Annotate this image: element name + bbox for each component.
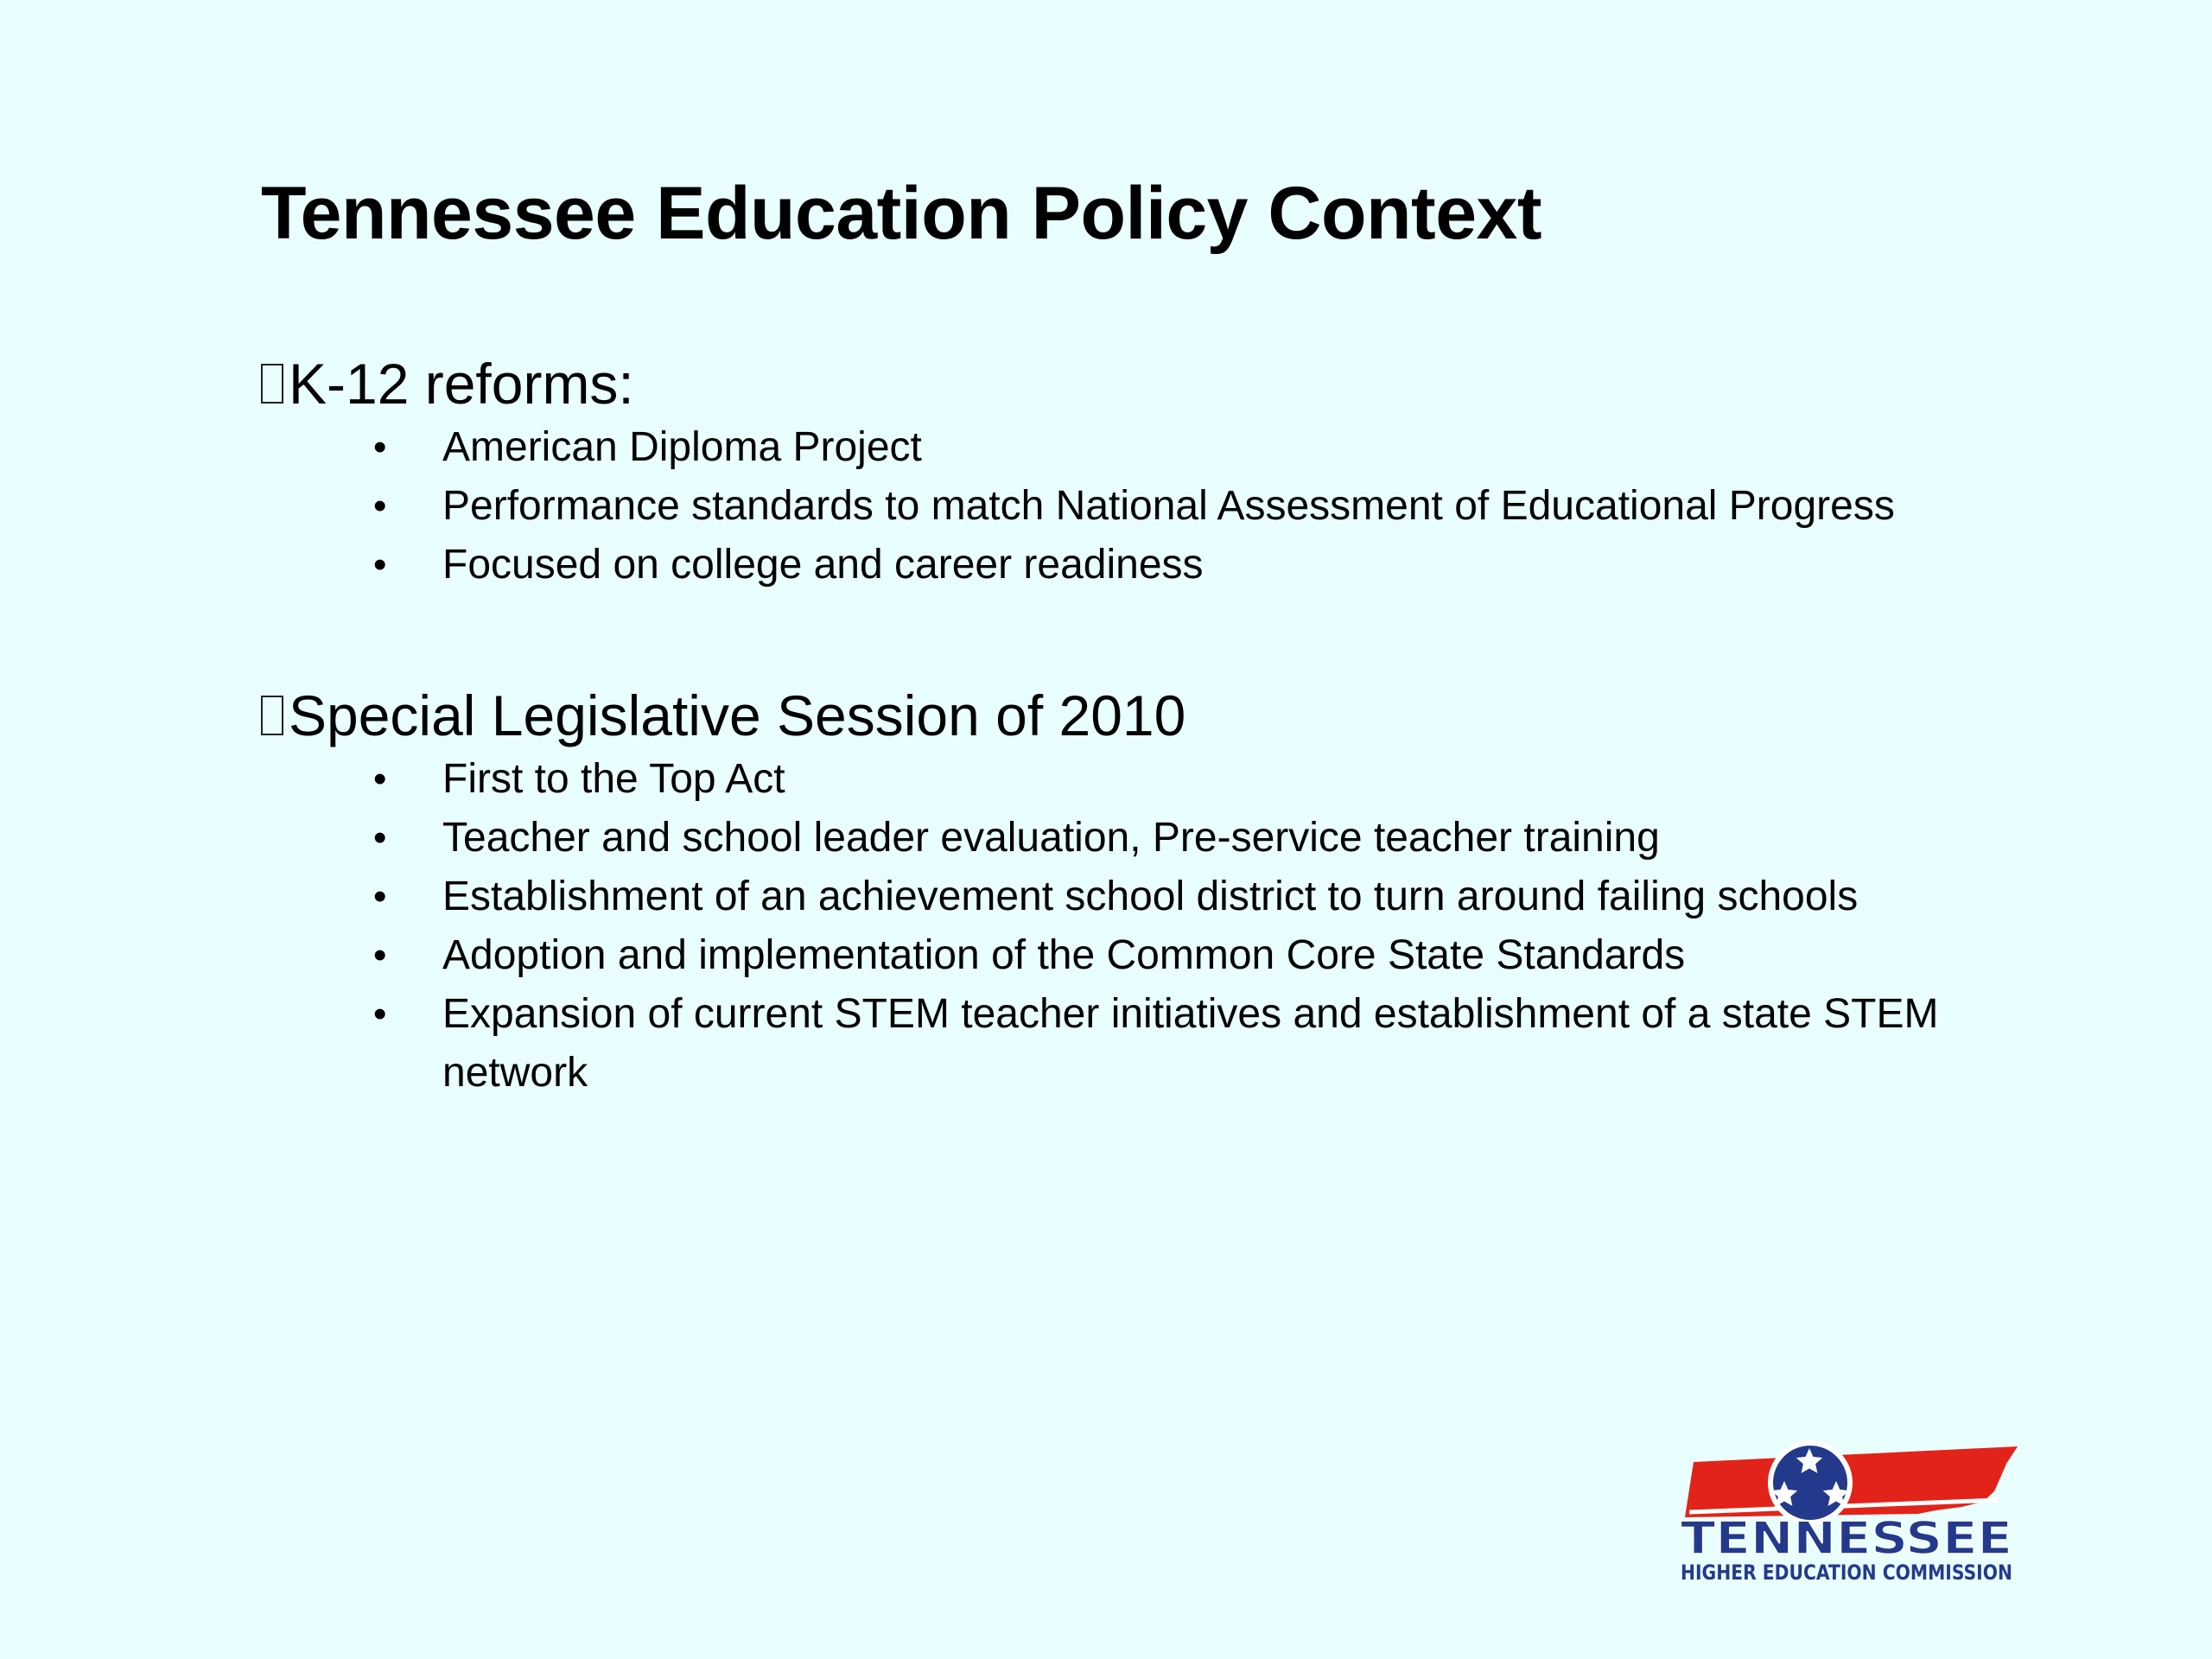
logo-subtitle: HIGHER EDUCATION COMMISSION	[1681, 1560, 2012, 1585]
bullet-dot-icon: •	[373, 875, 387, 918]
section-heading	[261, 681, 2075, 750]
bullet-text: American Diploma Project	[442, 424, 922, 470]
bullet-text: Focused on college and career readiness	[442, 542, 1204, 588]
list-item	[261, 477, 2075, 536]
section-special-legislative-session	[261, 681, 2075, 1103]
bullet-dot-icon: •	[373, 993, 387, 1035]
bullet-text: Teacher and school leader evaluation, Pre-service teacher training	[442, 815, 1660, 861]
section-heading-text: Special Legislative Session of 2010	[289, 683, 1186, 747]
tennessee-higher-education-commission-logo	[1676, 1445, 2017, 1586]
bullet-dot-icon: •	[373, 934, 387, 976]
list-item	[261, 926, 2075, 985]
list-item	[261, 418, 2075, 477]
section-k12-reforms	[261, 349, 2075, 594]
list-item	[261, 985, 2075, 1103]
bullet-dot-icon: •	[373, 817, 387, 859]
slide-title: Tennessee Education Policy Context	[261, 172, 1541, 255]
bullet-text: Expansion of current STEM teacher initiatives and establishment of a state STEM network	[442, 991, 1939, 1096]
list-item	[261, 809, 2075, 868]
bullet-text: First to the Top Act	[442, 756, 785, 802]
bullet-dot-icon: •	[373, 543, 387, 586]
bullet-dot-icon: •	[373, 758, 387, 800]
bullet-list	[261, 418, 2075, 594]
bullet-dot-icon: •	[373, 485, 387, 527]
section-heading	[261, 349, 2075, 418]
list-item	[261, 750, 2075, 809]
missing-glyph-box-icon	[261, 364, 283, 404]
bullet-text: Establishment of an achievement school district to turn around failing schools	[442, 874, 1859, 919]
logo-wordmark: TENNESSEE	[1681, 1513, 2012, 1565]
list-item	[261, 868, 2075, 926]
bullet-text: Adoption and implementation of the Common Core State Standards	[442, 932, 1686, 978]
section-heading-text: K-12 reforms:	[289, 352, 634, 416]
missing-glyph-box-icon	[261, 696, 283, 735]
bullet-list	[261, 750, 2075, 1103]
bullet-text: Performance standards to match National Assessment of Educational Progress	[442, 483, 1895, 529]
bullet-dot-icon: •	[373, 426, 387, 468]
list-item	[261, 536, 2075, 594]
